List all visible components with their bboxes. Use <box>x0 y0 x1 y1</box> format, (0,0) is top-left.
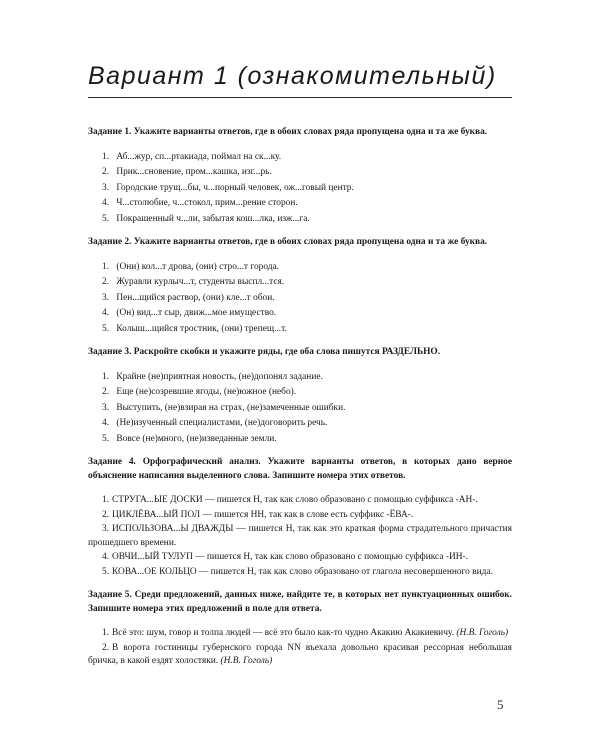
item-text: — пишется Н, так как слово образовано от глагола несовершенного вида. <box>196 566 493 577</box>
item-text: Вовсе (не)много, (не)изведанные земли. <box>116 433 277 444</box>
item-text: — пишется Н, так как это краткая форма страдательного причастия прошедшего времени. <box>88 524 512 548</box>
list-item <box>88 323 512 337</box>
task-text: Раскройте скобки и укажите ряды, где оба слова пишутся РАЗДЕЛЬНО. <box>133 347 441 357</box>
task-text: Укажите варианты ответов, где в обоих словах ряда пропущена одна и та же буква. <box>133 127 488 137</box>
task-4 <box>88 456 512 579</box>
item-text: — пишется НН, так как в слове есть суффикс -ЁВА-. <box>200 509 414 520</box>
highlighted-word: ОВЧИ...ЫЙ ТУЛУП <box>112 552 193 562</box>
list-item <box>88 402 512 416</box>
item-number: 2. <box>102 277 110 287</box>
answer-list <box>88 261 512 337</box>
item-number: 1. <box>102 151 110 162</box>
task-2 <box>88 236 512 336</box>
answer-list <box>88 371 512 447</box>
task-5-heading <box>88 589 512 616</box>
list-item <box>88 551 512 565</box>
item-text: — пишется Н, так как слово образовано с помощью суффикса -АН-. <box>202 495 478 505</box>
list-item <box>88 371 512 385</box>
task-5 <box>88 589 512 669</box>
item-text: Крайне (не)приятная новость, (не)допонял задание. <box>116 371 323 382</box>
item-number: 1. <box>102 495 110 505</box>
item-number: 2. <box>102 509 110 520</box>
item-number: 4. <box>102 552 110 562</box>
answer-list <box>88 494 512 579</box>
item-text: Колыш...щийся тростник, (они) трепещ...т. <box>116 323 287 334</box>
task-label: Задание 3. <box>88 347 132 357</box>
item-text: В ворота гостиницы губернского города NN въехала довольно красивая рессорная небольшая бричка, в какой ездят холостяки. <box>88 642 512 666</box>
list-item <box>88 182 512 196</box>
task-3 <box>88 346 512 446</box>
task-label: Задание 5. <box>88 590 132 600</box>
item-number: 1. <box>102 261 110 272</box>
list-item <box>88 197 512 211</box>
list-item <box>88 433 512 447</box>
item-text: (Он) вид...т сыр, движ...мое имущество. <box>116 308 277 318</box>
source-citation: (Н.В. Гоголь) <box>456 628 509 638</box>
list-item <box>88 166 512 180</box>
list-item <box>88 292 512 306</box>
item-text: (Они) кол...т дрова, (они) стро...т города. <box>116 261 280 272</box>
task-text: Укажите варианты ответов, где в обоих словах ряда пропущена одна и та же буква. <box>133 237 488 247</box>
highlighted-word: ЦИКЛЁВА...ЫЙ ПОЛ <box>112 509 201 520</box>
task-1 <box>88 126 512 226</box>
list-item <box>88 386 512 400</box>
task-label: Задание 4. <box>88 457 136 467</box>
content-area <box>88 126 512 679</box>
task-text: Орфографический анализ. Укажите варианты ответов, в которых дано верное объяснение написания выделенного слова. Запишите номера этих ответов. <box>88 457 513 481</box>
list-item <box>88 276 512 290</box>
list-item <box>88 261 512 275</box>
item-text: Городские трущ...бы, ч...порный человек, ож...говый центр. <box>116 182 354 193</box>
task-2-heading <box>88 236 512 250</box>
item-number: 5. <box>102 566 110 577</box>
item-number: 5. <box>102 323 110 334</box>
title-underline <box>88 97 512 98</box>
item-text: Всё это: шум, говор и толпа людей — всё это было как-то чудно Акакию Акакиевичу. <box>112 628 457 638</box>
task-label: Задание 2. <box>88 237 132 247</box>
task-label: Задание 1. <box>88 127 132 137</box>
item-number: 4. <box>102 308 110 318</box>
list-item <box>88 307 512 321</box>
item-number: 1. <box>102 371 110 382</box>
item-number: 5. <box>102 433 110 444</box>
list-item <box>88 509 512 523</box>
item-text: Еще (не)созревшие ягоды, (не)южное (небо). <box>116 387 297 397</box>
highlighted-word: КОВА...ОЕ КОЛЬЦО <box>112 566 197 577</box>
sentence-list <box>88 627 512 669</box>
answer-list <box>88 151 512 227</box>
item-number: 2. <box>102 642 110 653</box>
page-title: Вариант 1 (ознакомительный) <box>88 62 497 90</box>
item-text: Выступить, (не)взирая на страх, (не)замеченные ошибки. <box>116 402 346 413</box>
item-text: Журавли курлыч...т, студенты выспл...тся. <box>116 277 285 287</box>
item-text: Пен...щийся раствор, (они) кле...т обои. <box>116 292 275 303</box>
item-text: Покрашенный ч...ли, забытая кош...лка, изж...га. <box>116 213 310 224</box>
page-number: 5 <box>497 697 504 712</box>
list-item <box>88 151 512 165</box>
list-item <box>88 213 512 227</box>
list-item <box>88 523 512 550</box>
task-text: Среди предложений, данных ниже, найдите те, в которых нет пунктуационных ошибок. Запишите номера этих предложений в поле для ответа. <box>88 590 513 614</box>
list-item <box>88 417 512 431</box>
item-number: 3. <box>102 182 110 193</box>
list-item <box>88 566 512 580</box>
item-number: 1. <box>102 628 110 638</box>
list-item <box>88 494 512 508</box>
item-number: 5. <box>102 213 110 224</box>
highlighted-word: СТРУГА...ЫЕ ДОСКИ <box>112 495 203 505</box>
task-4-heading <box>88 456 512 483</box>
source-citation: (Н.В. Гоголь) <box>220 656 273 666</box>
list-item <box>88 642 512 669</box>
item-text: Аб...жур, сп...ртакиада, поймал на ск...ку. <box>116 151 282 162</box>
item-text: — пишется Н, так как слово образовано с помощью суффикса -ИН-. <box>192 552 468 562</box>
item-number: 3. <box>102 524 110 534</box>
item-text: Ч...столюбие, ч...стокол, прим...рение сторон. <box>116 198 298 208</box>
item-text: (Не)изученный специалистами, (не)договорить речь. <box>116 418 328 428</box>
item-number: 3. <box>102 402 110 413</box>
item-number: 4. <box>102 198 110 208</box>
item-number: 2. <box>102 387 110 397</box>
item-number: 4. <box>102 418 110 428</box>
highlighted-word: ИСПОЛЬЗОВА...Ы ДВАЖДЫ <box>112 524 234 534</box>
item-text: Прик...сновение, пром...кашка, изг...рь. <box>116 167 272 177</box>
item-number: 3. <box>102 292 110 303</box>
item-number: 2. <box>102 167 110 177</box>
list-item <box>88 627 512 641</box>
task-1-heading <box>88 126 512 140</box>
task-3-heading <box>88 346 512 360</box>
